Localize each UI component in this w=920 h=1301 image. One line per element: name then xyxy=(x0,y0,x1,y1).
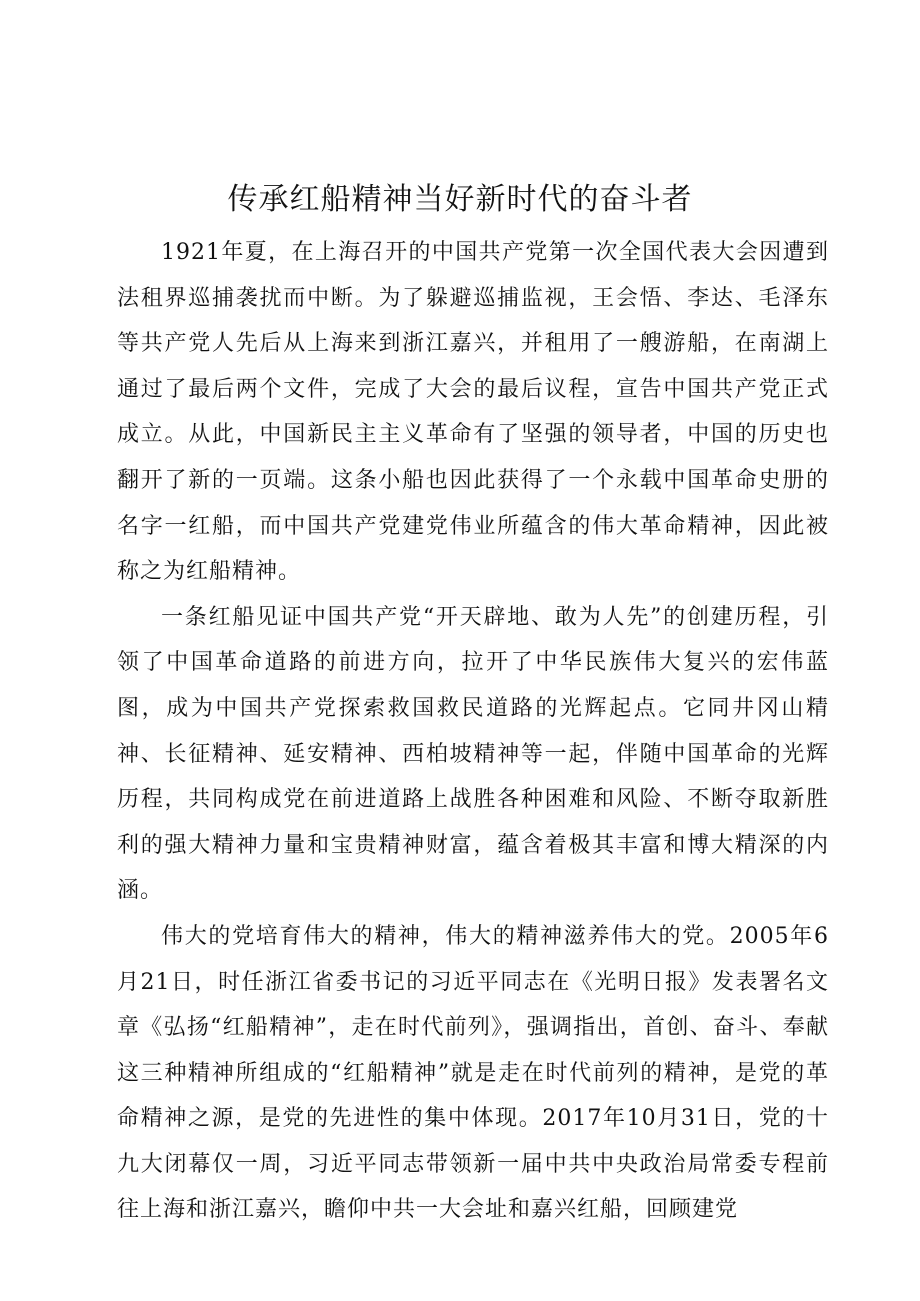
paragraph: 一条红船见证中国共产党“开天辟地、敢为人先”的创建历程，引领了中国革命道路的前进方向，拉开了中华民族伟大复兴的宏伟蓝图，成为中国共产党探索救国救民道路的光辉起点。它同井冈山精神、长征精神、延安精神、西柏坡精神等一起，伴随中国革命的光辉历程，共同构成党在前进道路上战胜各种困难和风险、不断夺取新胜利的强大精神力量和宝贵精神财富，蕴含着极其丰富和博大精深的内涵。 xyxy=(117,604,829,904)
document-title: 传承红船精神当好新时代的奋斗者 xyxy=(227,182,693,217)
paragraph: 伟大的党培育伟大的精神，伟大的精神滋养伟大的党。2005年6月21日，时任浙江省委书记的习近平同志在《光明日报》发表署名文章《弘扬“红船精神”，走在时代前列》，强调指出，首创、奋斗、奉献这三种精神所组成的“红船精神”就是走在时代前列的精神，是党的革命精神之源，是党的先进性的集中体现。2017年10月31日，党的十九大闭幕仅一周，习近平同志带领新一届中共中央政治局常委专程前往上海和浙江嘉兴，瞻仰中共一大会址和嘉兴红船，回顾建党 xyxy=(117,923,829,1223)
paragraph: 1921年夏，在上海召开的中国共产党第一次全国代表大会因遭到法租界巡捕袭扰而中断。为了躲避巡捕监视，王会悟、李达、毛泽东等共产党人先后从上海来到浙江嘉兴，并租用了一艘游船，在南湖上通过了最后两个文件，完成了大会的最后议程，宣告中国共产党正式成立。从此，中国新民主主义革命有了坚强的领导者，中国的历史也翻开了新的一页端。这条小船也因此获得了一个永载中国革命史册的名字一红船，而中国共产党建党伟业所蕴含的伟大革命精神，因此被称之为红船精神。 xyxy=(117,240,829,585)
document-body xyxy=(117,230,829,1233)
